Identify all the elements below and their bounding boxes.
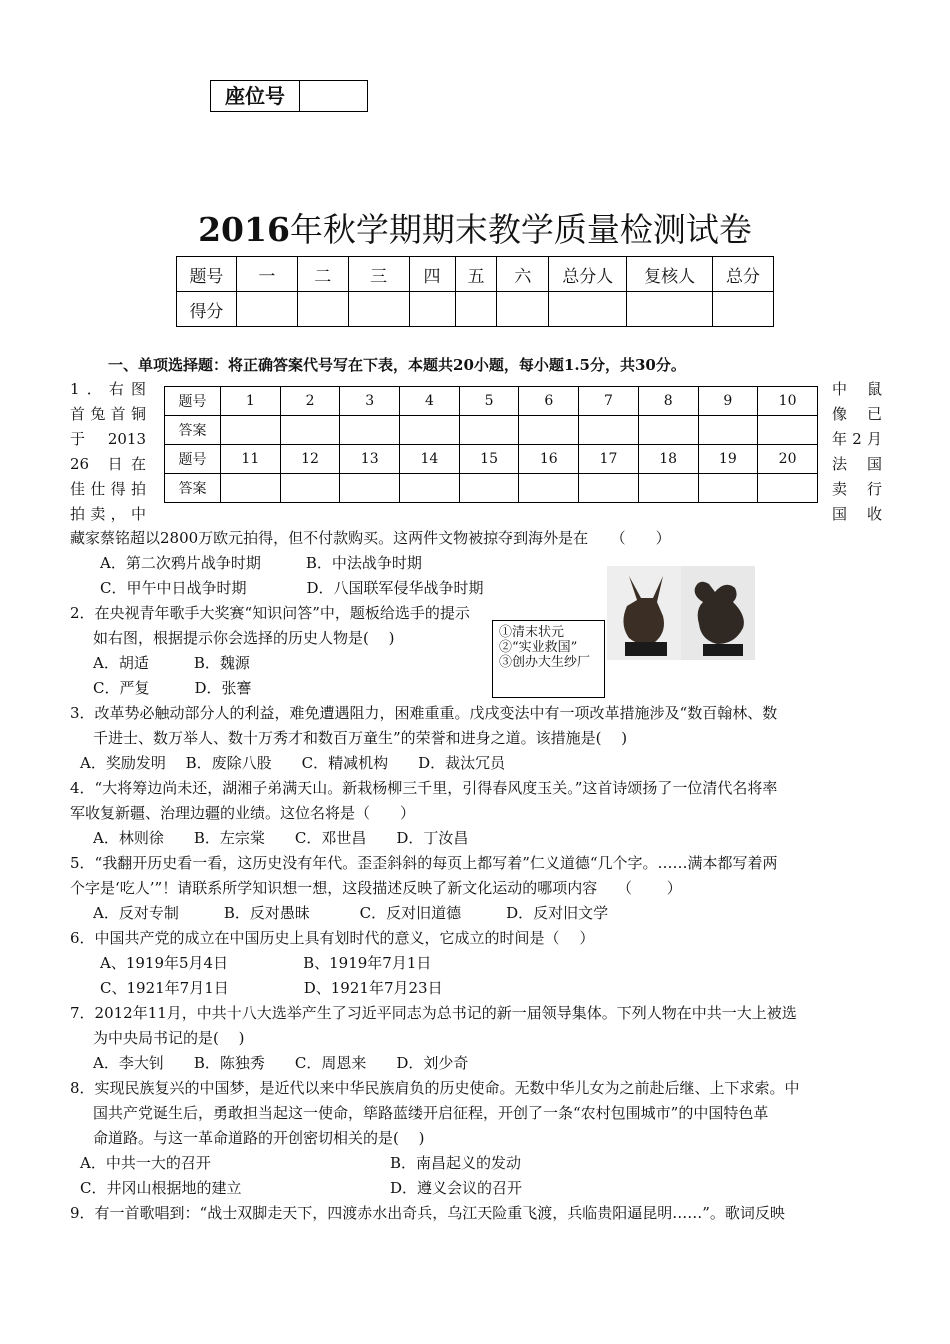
q8-option-c: C．井冈山根据地的建立 (80, 1179, 242, 1197)
q1-text: 卖 行 (832, 480, 882, 498)
q1-text: 年2月 (832, 430, 882, 448)
seat-number-label: 座位号 (211, 81, 300, 111)
q1-text: 法 国 (832, 455, 882, 473)
q4-options: A．林则徐 B．左宗棠 C．邓世昌 D．丁汝昌 (93, 829, 469, 847)
score-header-cell: 六 (497, 257, 549, 292)
score-header-cell: 总分 (713, 257, 774, 292)
q1-text: 佳仕得拍 (70, 480, 146, 498)
answer-table (164, 386, 818, 503)
q3-options: A．奖励发明 B．废除八股 C．精减机构 D．裁汰冗员 (80, 754, 506, 772)
q1-right-column (832, 377, 882, 527)
q1-left-column (70, 377, 146, 527)
q2-hint-box (492, 620, 605, 698)
answer-cell[interactable] (459, 474, 519, 503)
answer-cell[interactable] (400, 416, 460, 445)
question-number-cell: 4 (400, 387, 460, 416)
q1-text: 1．右图 (70, 380, 146, 398)
score-header-cell: 五 (455, 257, 497, 292)
score-cell[interactable] (409, 292, 455, 327)
q8-text: 8．实现民族复兴的中国梦，是近代以来中华民族肩负的历史使命。无数中华儿女为之前赴后继、上下求索。中 (70, 1079, 800, 1097)
question-number-cell: 16 (519, 445, 579, 474)
score-table (176, 256, 774, 327)
score-cell[interactable] (497, 292, 549, 327)
score-header-cell: 二 (297, 257, 348, 292)
q1-text: 首兔首铜 (70, 405, 146, 423)
question-number-cell: 13 (340, 445, 400, 474)
question-number-cell: 17 (579, 445, 639, 474)
q1-text: 于 2013 (70, 430, 146, 448)
page-title (0, 208, 950, 252)
answer-table-answer-row (165, 416, 818, 445)
answer-cell[interactable] (579, 474, 639, 503)
score-header-cell: 一 (236, 257, 297, 292)
answer-table-number-row (165, 387, 818, 416)
answer-table-number-row (165, 445, 818, 474)
question-number-cell: 11 (221, 445, 281, 474)
answer-row-label: 答案 (165, 474, 221, 503)
bronze-heads-photo (607, 566, 755, 660)
q5-options: A．反对专制 B．反对愚昧 C．反对旧道德 D．反对旧文学 (93, 904, 609, 922)
q2-text: 2．在央视青年歌手大奖赛“知识问答”中，题板给选手的提示 (70, 604, 470, 622)
question-number-cell: 18 (638, 445, 698, 474)
q4-text: 军收复新疆、治理边疆的业绩。这位名将是（ ） (70, 804, 416, 822)
answer-cell[interactable] (698, 474, 758, 503)
answer-cell[interactable] (638, 416, 698, 445)
question-number-cell: 1 (221, 387, 281, 416)
q3-text: 千进士、数万举人、数十万秀才和数百万童生”的荣誉和进身之道。该措施是( ) (93, 729, 628, 747)
q1-text: 中 鼠 (832, 380, 882, 398)
q1-text: 国 收 (832, 505, 882, 523)
hint-line: ①清末状元 (499, 625, 565, 640)
answer-cell[interactable] (758, 474, 818, 503)
hint-line: ③创办大生纱厂 (499, 655, 591, 670)
q6-text: 6．中国共产党的成立在中国历史上具有划时代的意义，它成立的时间是（ ） (70, 929, 595, 947)
answer-row-label: 题号 (165, 387, 221, 416)
answer-cell[interactable] (340, 416, 400, 445)
answer-cell[interactable] (280, 474, 340, 503)
question-number-cell: 5 (459, 387, 519, 416)
question-number-cell: 7 (579, 387, 639, 416)
q7-options: A．李大钊 B．陈独秀 C．周恩来 D．刘少奇 (93, 1054, 469, 1072)
answer-table-answer-row (165, 474, 818, 503)
q2-options: A．胡适 B．魏源 (93, 654, 250, 672)
q6-options: A、1919年5月4日 B、1919年7月1日 (100, 954, 432, 972)
q9-text: 9．有一首歌唱到：“战士双脚走天下，四渡赤水出奇兵，乌江天险重飞渡，兵临贵阳逼昆明……”。歌词反映 (70, 1204, 785, 1222)
score-row-label: 得分 (177, 292, 237, 327)
bronze-heads-illustration (607, 566, 755, 660)
question-number-cell: 10 (758, 387, 818, 416)
section-heading: 一、单项选择题：将正确答案代号写在下表，本题共20小题，每小题1.5分，共30分。 (108, 356, 686, 374)
answer-cell[interactable] (698, 416, 758, 445)
title-text: 年秋学期期末教学质量检测试卷 (289, 210, 752, 249)
q7-text: 为中央局书记的是( ) (93, 1029, 245, 1047)
answer-cell[interactable] (459, 416, 519, 445)
score-cell[interactable] (348, 292, 409, 327)
question-number-cell: 9 (698, 387, 758, 416)
score-cell[interactable] (549, 292, 627, 327)
score-table-header-row (177, 257, 774, 292)
q7-text: 7．2012年11月，中共十八大选举产生了习近平同志为总书记的新一届领导集体。下列人物在中共一大上被选 (70, 1004, 797, 1022)
question-number-cell: 3 (340, 387, 400, 416)
answer-row-label: 题号 (165, 445, 221, 474)
question-number-cell: 2 (280, 387, 340, 416)
score-cell[interactable] (713, 292, 774, 327)
answer-cell[interactable] (519, 416, 579, 445)
q8-text: 国共产党诞生后，勇敢担当起这一使命，筚路蓝缕开启征程，开创了一条“农村包围城市”的中国特色革 (93, 1104, 769, 1122)
q8-option-d: D．遵义会议的召开 (390, 1179, 523, 1197)
q8-text: 命道路。与这一革命道路的开创密切相关的是( ) (93, 1129, 425, 1147)
q1-options: C．甲午中日战争时期 D．八国联军侵华战争时期 (100, 579, 484, 597)
score-header-cell: 题号 (177, 257, 237, 292)
score-cell[interactable] (455, 292, 497, 327)
score-cell[interactable] (236, 292, 297, 327)
score-table-score-row (177, 292, 774, 327)
answer-cell[interactable] (340, 474, 400, 503)
score-cell[interactable] (627, 292, 713, 327)
question-number-cell: 19 (698, 445, 758, 474)
question-number-cell: 14 (400, 445, 460, 474)
q5-text: 5．“我翻开历史看一看，这历史没有年代。歪歪斜斜的每页上都写着”仁义道德“几个字。……满本都写着两 (70, 854, 778, 872)
score-header-cell: 四 (409, 257, 455, 292)
answer-row-label: 答案 (165, 416, 221, 445)
question-number-cell: 12 (280, 445, 340, 474)
q2-options: C．严复 D．张謇 (93, 679, 252, 697)
answer-cell[interactable] (221, 474, 281, 503)
score-cell[interactable] (297, 292, 348, 327)
answer-cell[interactable] (758, 416, 818, 445)
score-header-cell: 三 (348, 257, 409, 292)
q4-text: 4．“大将筹边尚未还，湖湘子弟满天山。新栽杨柳三千里，引得春风度玉关。”这首诗颂扬了一位清代名将率 (70, 779, 778, 797)
score-header-cell: 复核人 (627, 257, 713, 292)
q8-option-a: A．中共一大的召开 (80, 1154, 211, 1172)
question-number-cell: 6 (519, 387, 579, 416)
hint-line: ②“实业救国” (499, 640, 578, 655)
answer-cell[interactable] (638, 474, 698, 503)
q1-text: 26 日 在 (70, 455, 146, 473)
score-header-cell: 总分人 (549, 257, 627, 292)
answer-cell[interactable] (221, 416, 281, 445)
seat-number-field[interactable] (300, 81, 367, 111)
answer-cell[interactable] (280, 416, 340, 445)
q8-option-b: B．南昌起义的发动 (390, 1154, 522, 1172)
q1-options: A．第二次鸦片战争时期 B．中法战争时期 (100, 554, 422, 572)
q3-text: 3．改革势必触动部分人的利益，难免遭遇阻力，困难重重。戊戌变法中有一项改革措施涉及“数百翰林、数 (70, 704, 778, 722)
q2-text: 如右图，根据提示你会选择的历史人物是( ) (93, 629, 395, 647)
answer-cell[interactable] (400, 474, 460, 503)
q5-text: 个字是‘吃人’”！请联系所学知识想一想，这段描述反映了新文化运动的哪项内容 （ ） (70, 879, 682, 897)
question-number-cell: 20 (758, 445, 818, 474)
q6-options: C、1921年7月1日 D、1921年7月23日 (100, 979, 443, 997)
q1-text: 拍卖，中 (70, 505, 146, 523)
seat-number-box (210, 80, 368, 112)
answer-cell[interactable] (579, 416, 639, 445)
q1-text: 像 已 (832, 405, 882, 423)
title-year: 2016 (198, 210, 290, 249)
answer-cell[interactable] (519, 474, 579, 503)
question-number-cell: 8 (638, 387, 698, 416)
question-number-cell: 15 (459, 445, 519, 474)
q1-text: 藏家蔡铭超以2800万欧元拍得，但不付款购买。这两件文物被掠夺到海外是在 （ ） (70, 529, 671, 547)
